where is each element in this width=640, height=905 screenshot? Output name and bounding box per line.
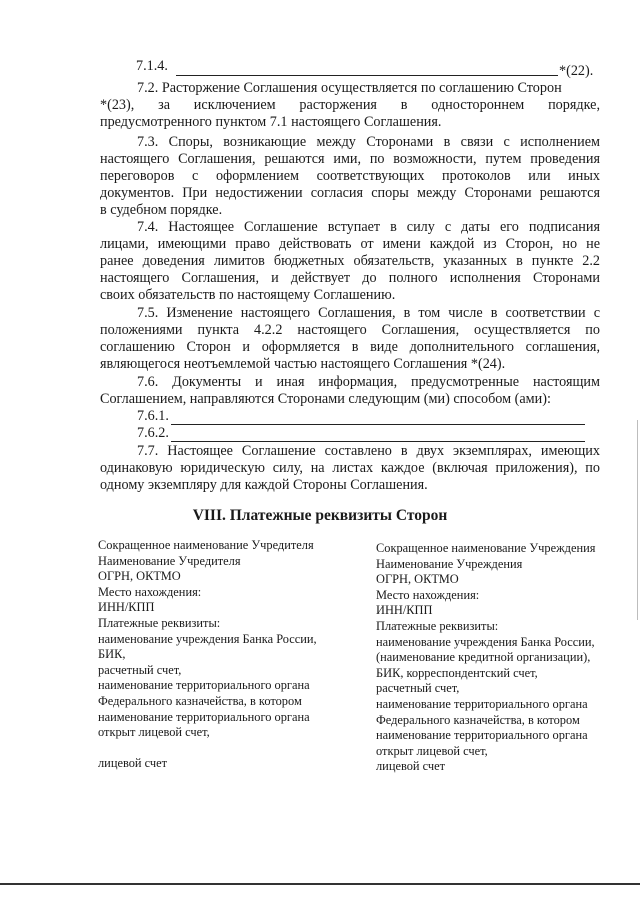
institution-payment-details-label: Платежные реквизиты: [376, 618, 499, 633]
scan-bottom-edge [0, 883, 640, 885]
founder-bik-label: БИК, [98, 647, 126, 662]
clause-7-5-line-1: 7.5. Изменение настоящего Соглашения, в том числе в соответствии с [137, 305, 600, 321]
clause-7-3-line-5: в судебном порядке. [100, 202, 223, 218]
clause-7-3-line-1: 7.3. Споры, возникающие между Сторонами в связи с исполнением [137, 134, 600, 150]
founder-name-label: Наименование Учредителя [98, 553, 241, 568]
clause-7-5-line-4: являющегося неотъемлемой частью настоящего Соглашения *(24). [100, 356, 506, 372]
institution-location-label: Место нахождения: [376, 587, 480, 602]
clause-7-7-line-1: 7.7. Настоящее Соглашение составлено в двух экземплярах, имеющих [137, 443, 600, 459]
institution-treasury-label-1: наименование территориального органа [376, 696, 588, 711]
institution-personal-account-label: лицевой счет [376, 759, 446, 774]
clause-7-6-1-number: 7.6.1. [137, 408, 169, 424]
clause-7-5-line-3: соглашению Сторон и оформляется в виде дополнительного соглашения, [100, 339, 600, 355]
footnote-ref-22: *(22). [559, 63, 594, 79]
founder-payment-details-label: Платежные реквизиты: [98, 615, 221, 630]
section-title: VIII. Платежные реквизиты Сторон [192, 507, 448, 524]
clause-7-3-line-4: документов. При недостижении согласия споры между Сторонами решаются [100, 185, 600, 201]
clause-7-5-line-2: положениями пункта 4.2.2 настоящего Соглашения, осуществляется по [100, 322, 600, 338]
clause-7-4-line-1: 7.4. Настоящее Соглашение вступает в силу с даты его подписания [137, 219, 600, 235]
institution-bik-label: БИК, корреспондентский счет, [376, 665, 538, 680]
institution-ogrn-oktmo-label: ОГРН, ОКТМО [376, 572, 459, 587]
clause-7-6-line-2: Соглашением, направляются Сторонами следующим (ми) способом (ами): [100, 391, 551, 407]
clause-7-4-line-5: своих обязательств по настоящему Соглашению. [100, 287, 396, 303]
founder-requisites [98, 538, 317, 772]
institution-treasury-label-4: открыт лицевой счет, [376, 743, 488, 758]
clause-7-7-line-3: одному экземпляру для каждой Стороны Соглашения. [100, 477, 428, 493]
clause-7-6-line-1: 7.6. Документы и иная информация, предусмотренные настоящим [137, 374, 600, 390]
founder-treasury-label-1: наименование территориального органа [98, 678, 310, 693]
clause-7-2-line-1: 7.2. Расторжение Соглашения осуществляется по соглашению Сторон [137, 80, 562, 96]
clause-7-4-line-3: ранее доведения лимитов бюджетных обязательств, указанных в пункте 2.2 [100, 253, 600, 269]
blank-line-7-1-4 [176, 75, 558, 76]
blank-line-7-6-1 [171, 424, 585, 425]
clause-7-4-line-2: лицами, имеющими право действовать от имени каждой из Сторон, но не [100, 236, 600, 252]
founder-treasury-label-4: открыт лицевой счет, [98, 725, 210, 740]
founder-treasury-label-3: наименование территориального органа [98, 709, 310, 724]
clause-7-4-line-4: настоящего Соглашения, и действует до полного исполнения Сторонами [100, 270, 600, 286]
clause-7-3-line-2: настоящего Соглашения, решаются ими, по возможности, путем проведения [100, 151, 600, 167]
institution-short-name-label: Сокращенное наименование Учреждения [376, 541, 596, 555]
institution-bank-name-label: наименование учреждения Банка России, [376, 634, 595, 649]
clause-7-2-line-3: предусмотренного пунктом 7.1 настоящего Соглашения. [100, 114, 442, 130]
institution-inn-kpp-label: ИНН/КПП [376, 603, 433, 618]
clause-7-7-line-2: одинаковую юридическую силу, на листах каждое (включая приложения), по [100, 460, 600, 476]
clause-7-1-4-number: 7.1.4. [136, 58, 168, 74]
blank-line-7-6-2 [171, 441, 585, 442]
institution-credit-org-label: (наименование кредитной организации), [376, 650, 591, 665]
founder-spacer [98, 741, 317, 757]
clause-7-6-2-number: 7.6.2. [137, 425, 169, 441]
founder-inn-kpp-label: ИНН/КПП [98, 600, 155, 615]
founder-personal-account-label: лицевой счет [98, 756, 168, 771]
scan-edge-line [637, 420, 638, 620]
founder-bank-name-label: наименование учреждения Банка России, [98, 631, 317, 646]
clause-7-3-line-3: переговоров с оформлением соответствующих протоколов или иных [100, 168, 600, 184]
institution-account-label: расчетный счет, [376, 681, 460, 696]
founder-short-name-label: Сокращенное наименование Учредителя [98, 538, 314, 552]
founder-ogrn-oktmo-label: ОГРН, ОКТМО [98, 569, 181, 584]
founder-location-label: Место нахождения: [98, 584, 202, 599]
institution-treasury-label-2: Федерального казначейства, в котором [376, 712, 580, 727]
institution-name-label: Наименование Учреждения [376, 556, 523, 571]
institution-treasury-label-3: наименование территориального органа [376, 728, 588, 743]
institution-requisites [376, 541, 595, 775]
founder-treasury-label-2: Федерального казначейства, в котором [98, 693, 302, 708]
founder-account-label: расчетный счет, [98, 662, 182, 677]
clause-7-2-line-2: *(23), за исключением расторжения в одностороннем порядке, [100, 97, 600, 113]
